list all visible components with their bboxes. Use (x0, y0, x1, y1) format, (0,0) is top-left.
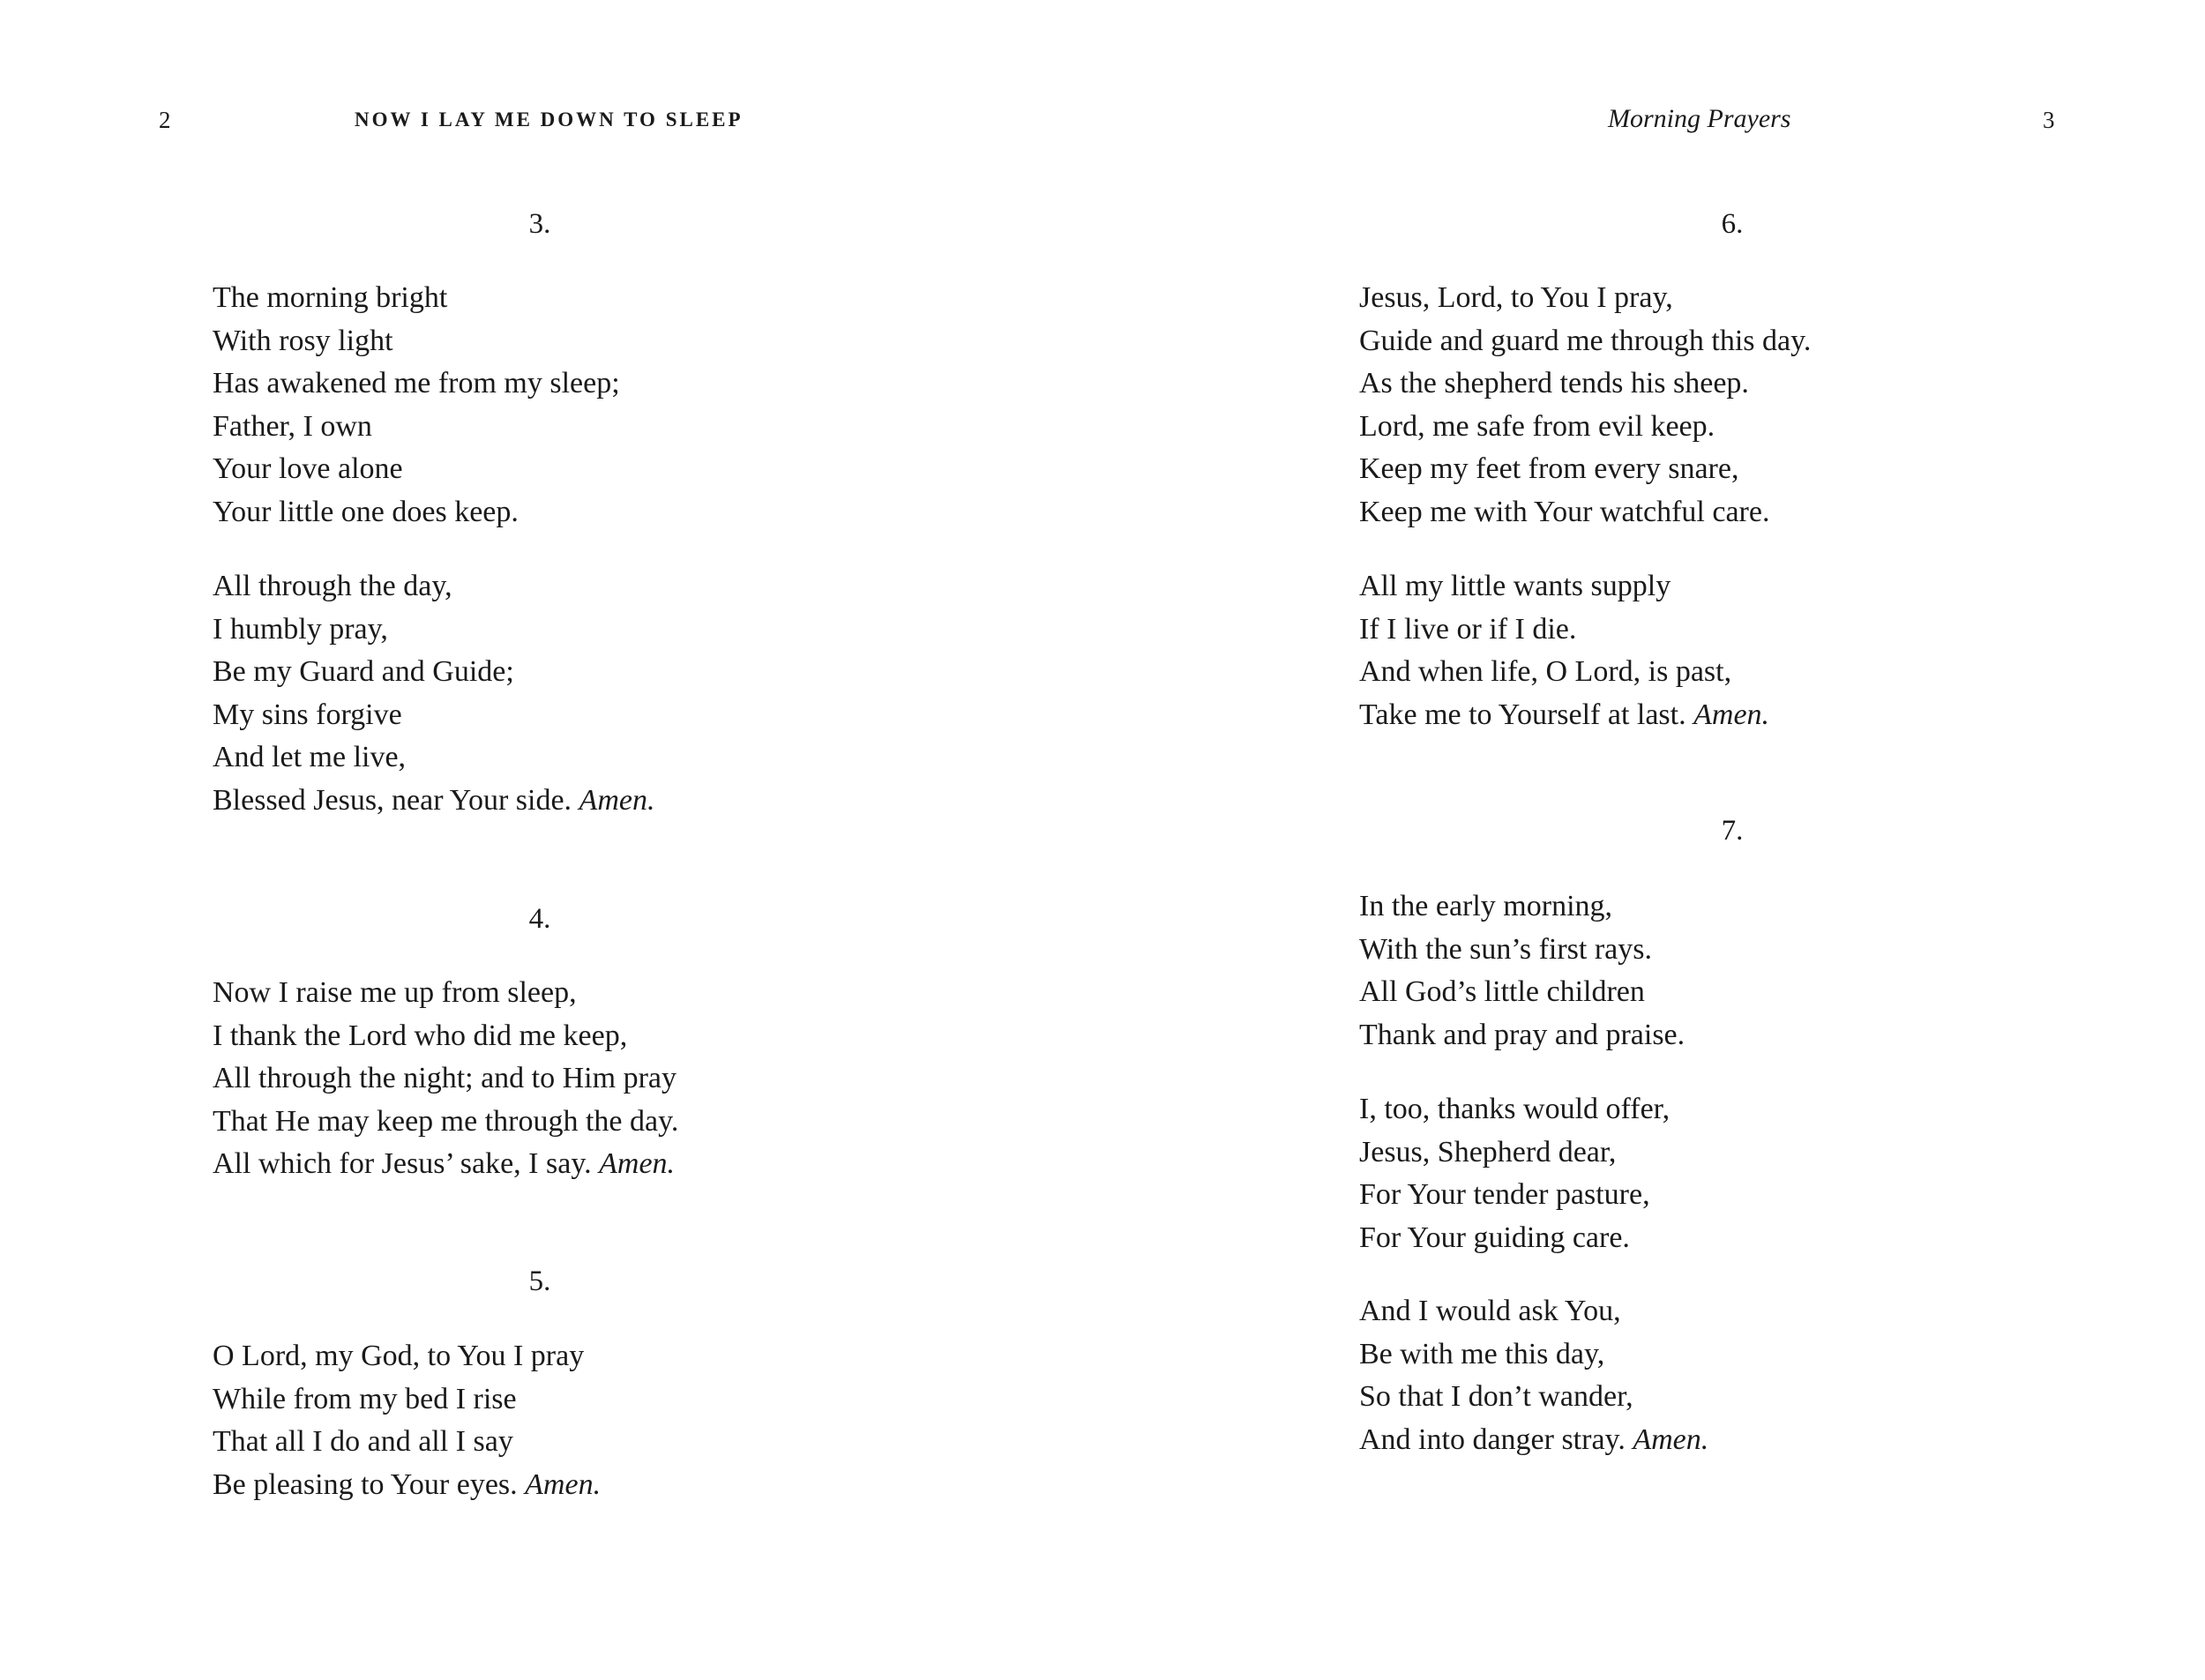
verse-line: Guide and guard me through this day. (1359, 324, 1812, 357)
amen: Amen. (579, 783, 655, 817)
stanza (213, 972, 678, 1186)
verse-line: While from my bed I rise (213, 1382, 517, 1415)
verse-line: O Lord, my God, to You I pray (213, 1340, 585, 1372)
verse-line: With rosy light (213, 324, 393, 357)
verse-line: My sins forgive (213, 698, 402, 731)
verse-text: All which for Jesus’ sake, I say. (213, 1147, 592, 1180)
prayer-number: 6. (1721, 208, 1744, 240)
amen: Amen. (1693, 698, 1770, 731)
verse-line: Jesus, Lord, to You I pray, (1359, 281, 1673, 314)
running-head: NOW I LAY ME DOWN TO SLEEP (355, 108, 744, 131)
stanza (1359, 565, 1769, 736)
verse-line: I humbly pray, (213, 612, 388, 646)
verse-line: Your little one does keep. (213, 495, 519, 528)
verse-line: Lord, me safe from evil keep. (1359, 409, 1715, 443)
verse-line: All through the day, (213, 570, 452, 602)
verse-line: If I live or if I die. (1359, 612, 1577, 646)
page-number: 3 (2043, 107, 2055, 133)
prayer-number: 3. (528, 208, 551, 240)
verse-line: That He may keep me through the day. (213, 1104, 679, 1138)
verse-line: For Your tender pasture, (1359, 1178, 1650, 1211)
verse-line: I thank the Lord who did me keep, (213, 1019, 628, 1052)
stanza (1359, 277, 1811, 534)
verse-line: And I would ask You, (1359, 1295, 1621, 1327)
verse-line: And let me live, (213, 741, 407, 773)
verse-line: That all I do and all I say (213, 1425, 513, 1458)
verse-line-final (213, 1143, 678, 1186)
prayer-number: 4. (528, 903, 551, 935)
verse-line: Be my Guard and Guide; (213, 655, 514, 688)
verse-line: Keep my feet from every snare, (1359, 452, 1739, 485)
verse-line: So that I don’t wander, (1359, 1380, 1633, 1413)
verse-line: Now I raise me up from sleep, (213, 976, 577, 1009)
verse-line: Jesus, Shepherd dear, (1359, 1135, 1617, 1169)
stanza (213, 1335, 601, 1506)
verse-line: In the early morning, (1359, 890, 1613, 922)
verse-line: Father, I own (213, 409, 372, 443)
verse-line: For Your guiding care. (1359, 1221, 1630, 1254)
stanza (213, 277, 620, 534)
verse-line: As the shepherd tends his sheep. (1359, 367, 1749, 399)
verse-line: Keep me with Your watchful care. (1359, 495, 1770, 528)
verse-line: Thank and pray and praise. (1359, 1018, 1686, 1051)
verse-line: All my little wants supply (1359, 570, 1671, 602)
verse-line-final (213, 780, 654, 823)
verse-line-final (213, 1464, 601, 1507)
amen: Amen. (599, 1147, 676, 1180)
verse-text: And into danger stray. (1359, 1422, 1626, 1456)
verse-text: Blessed Jesus, near Your side. (213, 783, 572, 817)
running-title: Morning Prayers (1608, 104, 1791, 133)
verse-line: I, too, thanks would offer, (1359, 1093, 1671, 1125)
right-page (1102, 0, 2205, 1680)
page-number: 2 (159, 107, 171, 133)
verse-line-final (1359, 1419, 1708, 1462)
stanza (1359, 1088, 1670, 1259)
verse-line: Your love alone (213, 452, 403, 485)
verse-line: All through the night; and to Him pray (213, 1062, 676, 1094)
verse-line: The morning bright (213, 281, 448, 314)
verse-text: Take me to Yourself at last. (1359, 698, 1686, 731)
prayer-number: 5. (528, 1266, 551, 1297)
stanza (1359, 885, 1685, 1057)
verse-line-final (1359, 694, 1769, 737)
verse-line: And when life, O Lord, is past, (1359, 655, 1732, 688)
verse-line: All God’s little children (1359, 975, 1645, 1008)
verse-line: Be with me this day, (1359, 1337, 1605, 1370)
prayer-number: 7. (1721, 815, 1744, 847)
left-page (0, 0, 1102, 1680)
amen: Amen. (1633, 1422, 1709, 1456)
verse-text: Be pleasing to Your eyes. (213, 1467, 518, 1501)
verse-line: With the sun’s first rays. (1359, 932, 1652, 966)
amen: Amen. (525, 1467, 602, 1501)
verse-line: Has awakened me from my sleep; (213, 367, 620, 399)
stanza (213, 565, 654, 822)
stanza (1359, 1290, 1708, 1461)
